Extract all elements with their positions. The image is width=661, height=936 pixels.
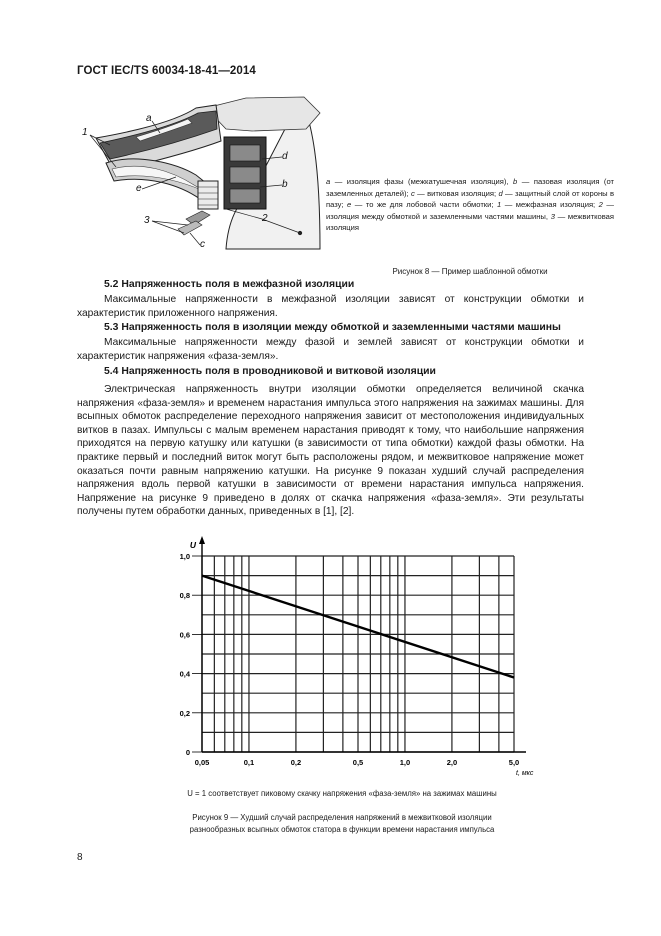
- label-d: d: [282, 151, 288, 162]
- figure8-caption: Рисунок 8 — Пример шаблонной обмотки: [392, 267, 548, 276]
- label-2: 2: [262, 213, 268, 224]
- legend-text: — межвитковая изоляция: [326, 211, 614, 233]
- x-tick-label: 0,2: [290, 758, 302, 767]
- label-a: a: [146, 113, 152, 124]
- legend-key: b: [513, 177, 518, 186]
- y-tick-label: 0,8: [179, 591, 190, 601]
- figure9-chart: [160, 530, 540, 782]
- section-5-4-text: Электрическая напряженность внутри изоляции обмотки определяется величиной скачка напряжения «фаза-земля» и временем нарастания импульса этого напряжения на зажимах машины. Для всыпных обмоток распределение переходного напряжения зависит от местоположения индивидуальных витков в пазах. Импульсы с малым временем нарастания приводят к тому, что наибольшие напряжения приходятся на первую катушку или катушки (в зависимости от типа обмотки) каждой фазы обмотки. На практике первый и последний виток могут быть расположены рядом, и межвитковое напряжение может оказаться почти равным напряжению катушки. На рисунке 9 показан худший случай распределения напряжения вдоль первой катушки в зависимости от времени нарастания импульса напряжения. Напряжение на рисунке 9 приведено в долях от скачка напряжения «фаза-земля». Эти результаты получены путем обработки данных, приведенных в [1], [2].: [77, 384, 584, 518]
- section-5-3-heading: 5.3 Напряженность поля в изоляции между обмоткой и заземленными частями машины: [104, 322, 561, 333]
- legend-text: — межфазная изоляция;: [501, 200, 599, 210]
- figure9-note: U = 1 соответствует пиковому скачку напряжения «фаза-земля» на зажимах машины: [187, 789, 497, 798]
- legend-key: a: [326, 177, 331, 186]
- y-axis-arrow: [199, 536, 205, 544]
- legend-key: 3: [550, 211, 555, 221]
- legend-key: 2: [598, 200, 603, 210]
- y-tick-label: 0,6: [179, 630, 190, 640]
- x-axis-label: t, мкс: [516, 770, 534, 777]
- legend-text: — пазовая изоляция (от заземленных деталей);: [326, 177, 614, 198]
- section-5-3-text: Максимальные напряженности между фазой и землей зависят от конструкции обмотки и характеристик напряжения «фаза-земля».: [77, 337, 584, 362]
- x-tick-label: 0,5: [352, 758, 364, 767]
- x-tick-label: 0,05: [194, 758, 210, 767]
- y-tick-label: 0: [185, 748, 190, 757]
- legend-text: — защитный слой от короны в пазу;: [326, 188, 614, 210]
- label-3: 3: [144, 215, 150, 226]
- x-tick-label: 1,0: [399, 758, 411, 767]
- legend-text: — изоляция между обмоткой и заземленными частями машины,: [326, 200, 614, 221]
- figure8-legend: [326, 176, 614, 234]
- label-b: b: [282, 179, 288, 190]
- page-number: 8: [77, 852, 83, 863]
- legend-key: d: [498, 188, 503, 198]
- figure9-caption-line-1: Рисунок 9 — Худший случай распределения напряжений в межвитковой изоляции: [192, 813, 492, 822]
- label-1: 1: [82, 127, 88, 138]
- label-c: c: [200, 239, 205, 250]
- legend-key: e: [347, 200, 352, 210]
- y-tick-label: 1,0: [179, 552, 190, 561]
- x-tick-label: 5,0: [508, 758, 520, 767]
- y-tick-label: 0,4: [179, 669, 190, 679]
- section-5-2-text: Максимальные напряженности в межфазной изоляции зависят от конструкции обмотки и характеристик приложенного напряжения.: [77, 294, 584, 319]
- y-tick-label: 0,2: [179, 708, 190, 718]
- figure9-caption-line-2: разнообразных всыпных обмоток статора в функции времени нарастания импульса: [189, 825, 495, 834]
- winding-drawing: [76, 93, 324, 251]
- y-axis-label: U: [189, 540, 196, 550]
- x-tick-label: 2,0: [446, 758, 458, 767]
- legend-key: c: [411, 188, 415, 198]
- section-5-2-heading: 5.2 Напряженность поля в межфазной изоляции: [104, 279, 355, 290]
- legend-key: 1: [496, 200, 502, 210]
- section-5-4-heading: 5.4 Напряженность поля в проводниковой и витковой изоляции: [104, 366, 436, 377]
- legend-text: — изоляция фазы (межкатушечная изоляция),: [330, 177, 514, 186]
- document-header: ГОСТ IEC/TS 60034-18-41—2014: [77, 65, 256, 77]
- x-tick-label: 0,1: [243, 758, 255, 767]
- legend-text: — то же для лобовой части обмотки;: [351, 200, 497, 210]
- legend-text: — витковая изоляция;: [414, 188, 499, 198]
- label-e: e: [136, 183, 142, 194]
